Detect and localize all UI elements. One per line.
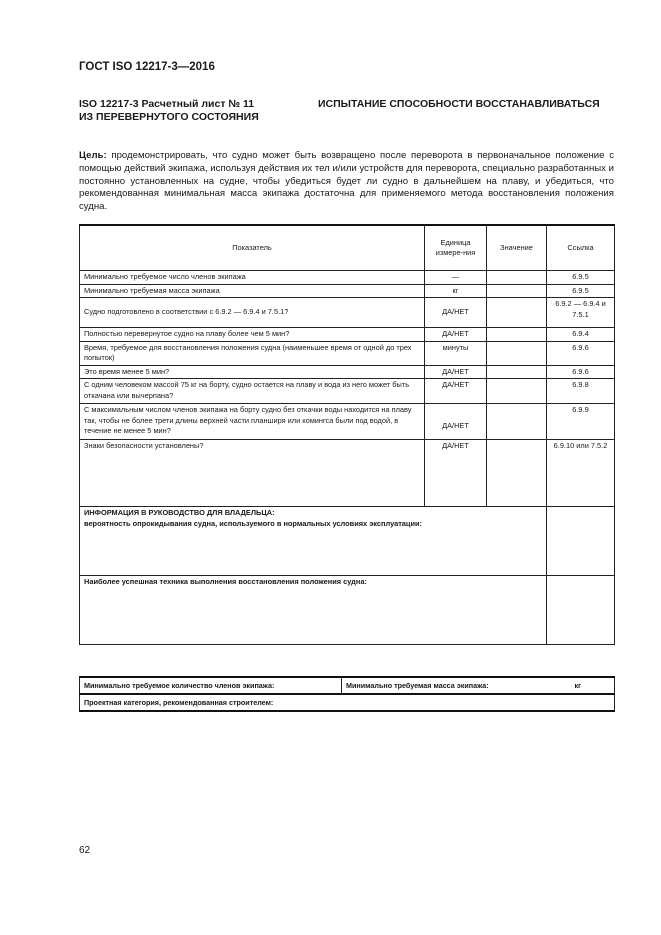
row-reference: 6.9.10 или 7.5.2 <box>547 440 615 507</box>
row-reference: 6.9.9 <box>547 404 615 440</box>
row-indicator: Полностью перевернутое судно на плаву более чем 5 мин? <box>80 328 425 342</box>
summary-table <box>79 676 615 712</box>
row-unit: ДА/НЕТ <box>425 440 487 507</box>
goal-label: Цель: <box>79 150 107 161</box>
test-title: ИСПЫТАНИЕ СПОСОБНОСТИ ВОССТАНАВЛИВАТЬСЯ <box>318 98 600 110</box>
owner-info-row <box>80 507 615 576</box>
row-indicator: С максимальным числом членов экипажа на борту судно без откачки воды находится на плаву так, чтобы не более трети длины верхней части планширя или комингса были под водой, в течение не менее 5 мин? <box>80 404 425 440</box>
owner-info-cell <box>80 507 547 576</box>
row-indicator: Минимально требуемая масса экипажа <box>80 284 425 298</box>
owner-info-text: вероятность опрокидывания судна, используемого в нормальных условиях эксплуатации: <box>84 518 423 528</box>
row-reference: 6.9.2 — 6.9.4 и 7.5.1 <box>547 298 615 328</box>
row-unit: ДА/НЕТ <box>425 404 487 440</box>
row-unit: ДА/НЕТ <box>425 365 487 379</box>
page-number: 62 <box>79 845 91 856</box>
column-header-reference: Ссылка <box>547 225 615 271</box>
row-value[interactable] <box>487 341 547 365</box>
min-crew-mass-cell[interactable]: Минимально требуемая масса экипажа: <box>342 677 542 694</box>
row-indicator: Это время менее 5 мин? <box>80 365 425 379</box>
table-row <box>80 328 615 342</box>
row-unit: — <box>425 271 487 285</box>
best-technique-row <box>80 576 615 645</box>
row-reference: 6.9.5 <box>547 271 615 285</box>
mass-unit-label: кг <box>542 677 615 694</box>
column-header-value: Значение <box>487 225 547 271</box>
goal-text: продемонстрировать, что судно может быть возвращено после переворота в первоначальное положение с помощью действий экипажа, используя действия их тел и/или устройств для переворота, специально разработанных и постоянно установленных на судне, чтобы убедиться будет ли судно в дальнейшем на плаву, и убедиться, что рекомендованная минимальная масса экипажа достаточна для применяемого метода восстановления положения судна. <box>79 150 614 213</box>
row-value[interactable] <box>487 379 547 404</box>
sheet-title <box>79 98 289 124</box>
row-indicator: Минимально требуемое число членов экипажа <box>80 271 425 285</box>
summary-row <box>80 677 615 694</box>
row-indicator: Время, требуемое для восстановления положения судна (наименьшее время от одной до трех попыток) <box>80 341 425 365</box>
table-row <box>80 298 615 328</box>
sheet-title-line1: ISO 12217-3 Расчетный лист № 11 <box>79 98 255 110</box>
row-reference: 6.9.8 <box>547 379 615 404</box>
best-technique-cell: Наиболее успешная техника выполнения восстановления положения судна: <box>80 576 547 645</box>
standard-code: ГОСТ ISO 12217-3—2016 <box>79 61 215 73</box>
best-technique-value[interactable] <box>547 576 615 645</box>
table-row <box>80 284 615 298</box>
row-value[interactable] <box>487 284 547 298</box>
row-indicator: С одним человеком массой 75 кг на борту, судно остается на плаву и вода из него может быть откачана или вычерпана? <box>80 379 425 404</box>
table-row <box>80 365 615 379</box>
calculation-table <box>79 224 615 645</box>
goal-paragraph <box>79 150 614 214</box>
table-row <box>80 379 615 404</box>
row-value[interactable] <box>487 328 547 342</box>
sheet-title-line2: ИЗ ПЕРЕВЕРНУТОГО СОСТОЯНИЯ <box>79 111 259 123</box>
row-indicator: Судно подготовлено в соответствии с 6.9.2 — 6.9.4 и 7.5.1? <box>80 298 425 328</box>
row-unit: ДА/НЕТ <box>425 328 487 342</box>
table-row <box>80 440 615 507</box>
owner-info-title: ИНФОРМАЦИЯ В РУКОВОДСТВО ДЛЯ ВЛАДЕЛЬЦА: <box>84 508 275 517</box>
row-indicator: Знаки безопасности установлены? <box>80 440 425 507</box>
row-reference: 6.9.4 <box>547 328 615 342</box>
row-unit: ДА/НЕТ <box>425 379 487 404</box>
summary-row <box>80 694 615 711</box>
table-row <box>80 271 615 285</box>
row-reference: 6.9.6 <box>547 341 615 365</box>
row-unit: кг <box>425 284 487 298</box>
row-reference: 6.9.5 <box>547 284 615 298</box>
row-value[interactable] <box>487 298 547 328</box>
design-category-cell[interactable]: Проектная категория, рекомендованная строителем: <box>80 694 615 711</box>
column-header-indicator: Показатель <box>80 225 425 271</box>
row-value[interactable] <box>487 404 547 440</box>
table-row <box>80 404 615 440</box>
row-value[interactable] <box>487 365 547 379</box>
owner-info-value[interactable] <box>547 507 615 576</box>
min-crew-count-cell[interactable]: Минимально требуемое количество членов экипажа: <box>80 677 342 694</box>
row-unit: ДА/НЕТ <box>425 298 487 328</box>
column-header-unit: Единица измере-ния <box>425 225 487 271</box>
row-value[interactable] <box>487 440 547 507</box>
row-value[interactable] <box>487 271 547 285</box>
row-unit: минуты <box>425 341 487 365</box>
table-row <box>80 341 615 365</box>
row-reference: 6.9.6 <box>547 365 615 379</box>
